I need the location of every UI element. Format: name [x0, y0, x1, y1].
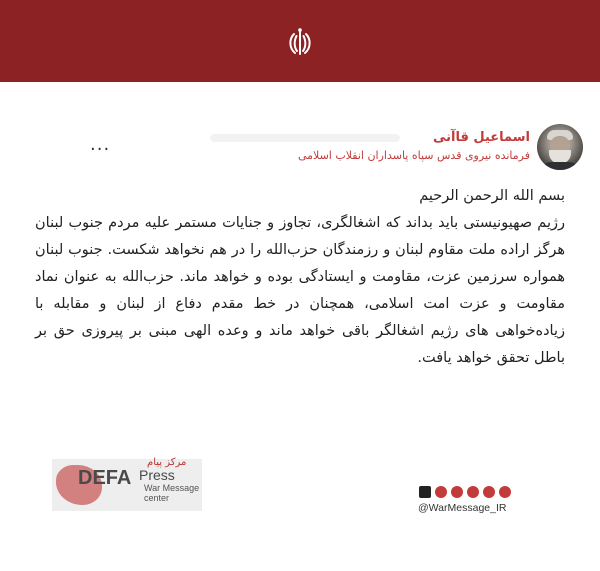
iran-emblem-icon: [283, 26, 317, 60]
social-icons: [419, 485, 549, 499]
eitaa-icon[interactable]: [483, 486, 495, 498]
post-card: [0, 82, 600, 571]
post-body: [35, 183, 565, 372]
watermark-press: Press: [139, 467, 175, 483]
avatar[interactable]: [537, 124, 583, 170]
x-icon[interactable]: [419, 486, 431, 498]
more-options-icon[interactable]: ...: [90, 134, 111, 155]
bale-icon[interactable]: [467, 486, 479, 498]
watermark-line1: War Message: [144, 483, 200, 493]
telegram-icon[interactable]: [435, 486, 447, 498]
author-title: فرمانده نیروی قدس سپاه پاسداران انقلاب اسلامی: [297, 149, 530, 162]
author-name: اسماعیل قاآنی: [432, 130, 530, 145]
instagram-icon[interactable]: [451, 486, 463, 498]
post-message: رژیم صهیونیستی باید بداند که اشغالگری، تجاوز و جنایات مستمر علیه مردم جنوب لبنان هرگز اراده ملت مقاوم لبنان و رزمندگان حزب‌الله را در هم نخواهد شکست. جنوب لبنان همواره سرزمین عزت، مقاومت و ایستادگی بوده و خواهد ماند. حزب‌الله به عنوان نماد مقاومت و عزت امت اسلامی، همچنان در خط مقدم دفاع از لبنان و مقابله با زیاده‌خواهی های رژیم اشغالگر باقی خواهد ماند و وعده الهی مبنی بر پیروزی حق بر باطل تحقق خواهد یافت.: [35, 215, 565, 366]
watermark-brand: DEFA: [78, 467, 132, 489]
rubika-icon[interactable]: [499, 486, 511, 498]
account-handle[interactable]: @WarMessage_IR: [418, 502, 507, 514]
watermark-line2: center: [144, 493, 170, 503]
watermark-arabic: مرکز پیام: [147, 457, 187, 468]
author-info: [298, 129, 530, 164]
header-bar: [0, 0, 600, 82]
defa-press-watermark: [52, 459, 202, 511]
watermark-caption: [144, 483, 199, 503]
post-opening: بسم الله الرحمن الرحیم: [419, 188, 565, 204]
